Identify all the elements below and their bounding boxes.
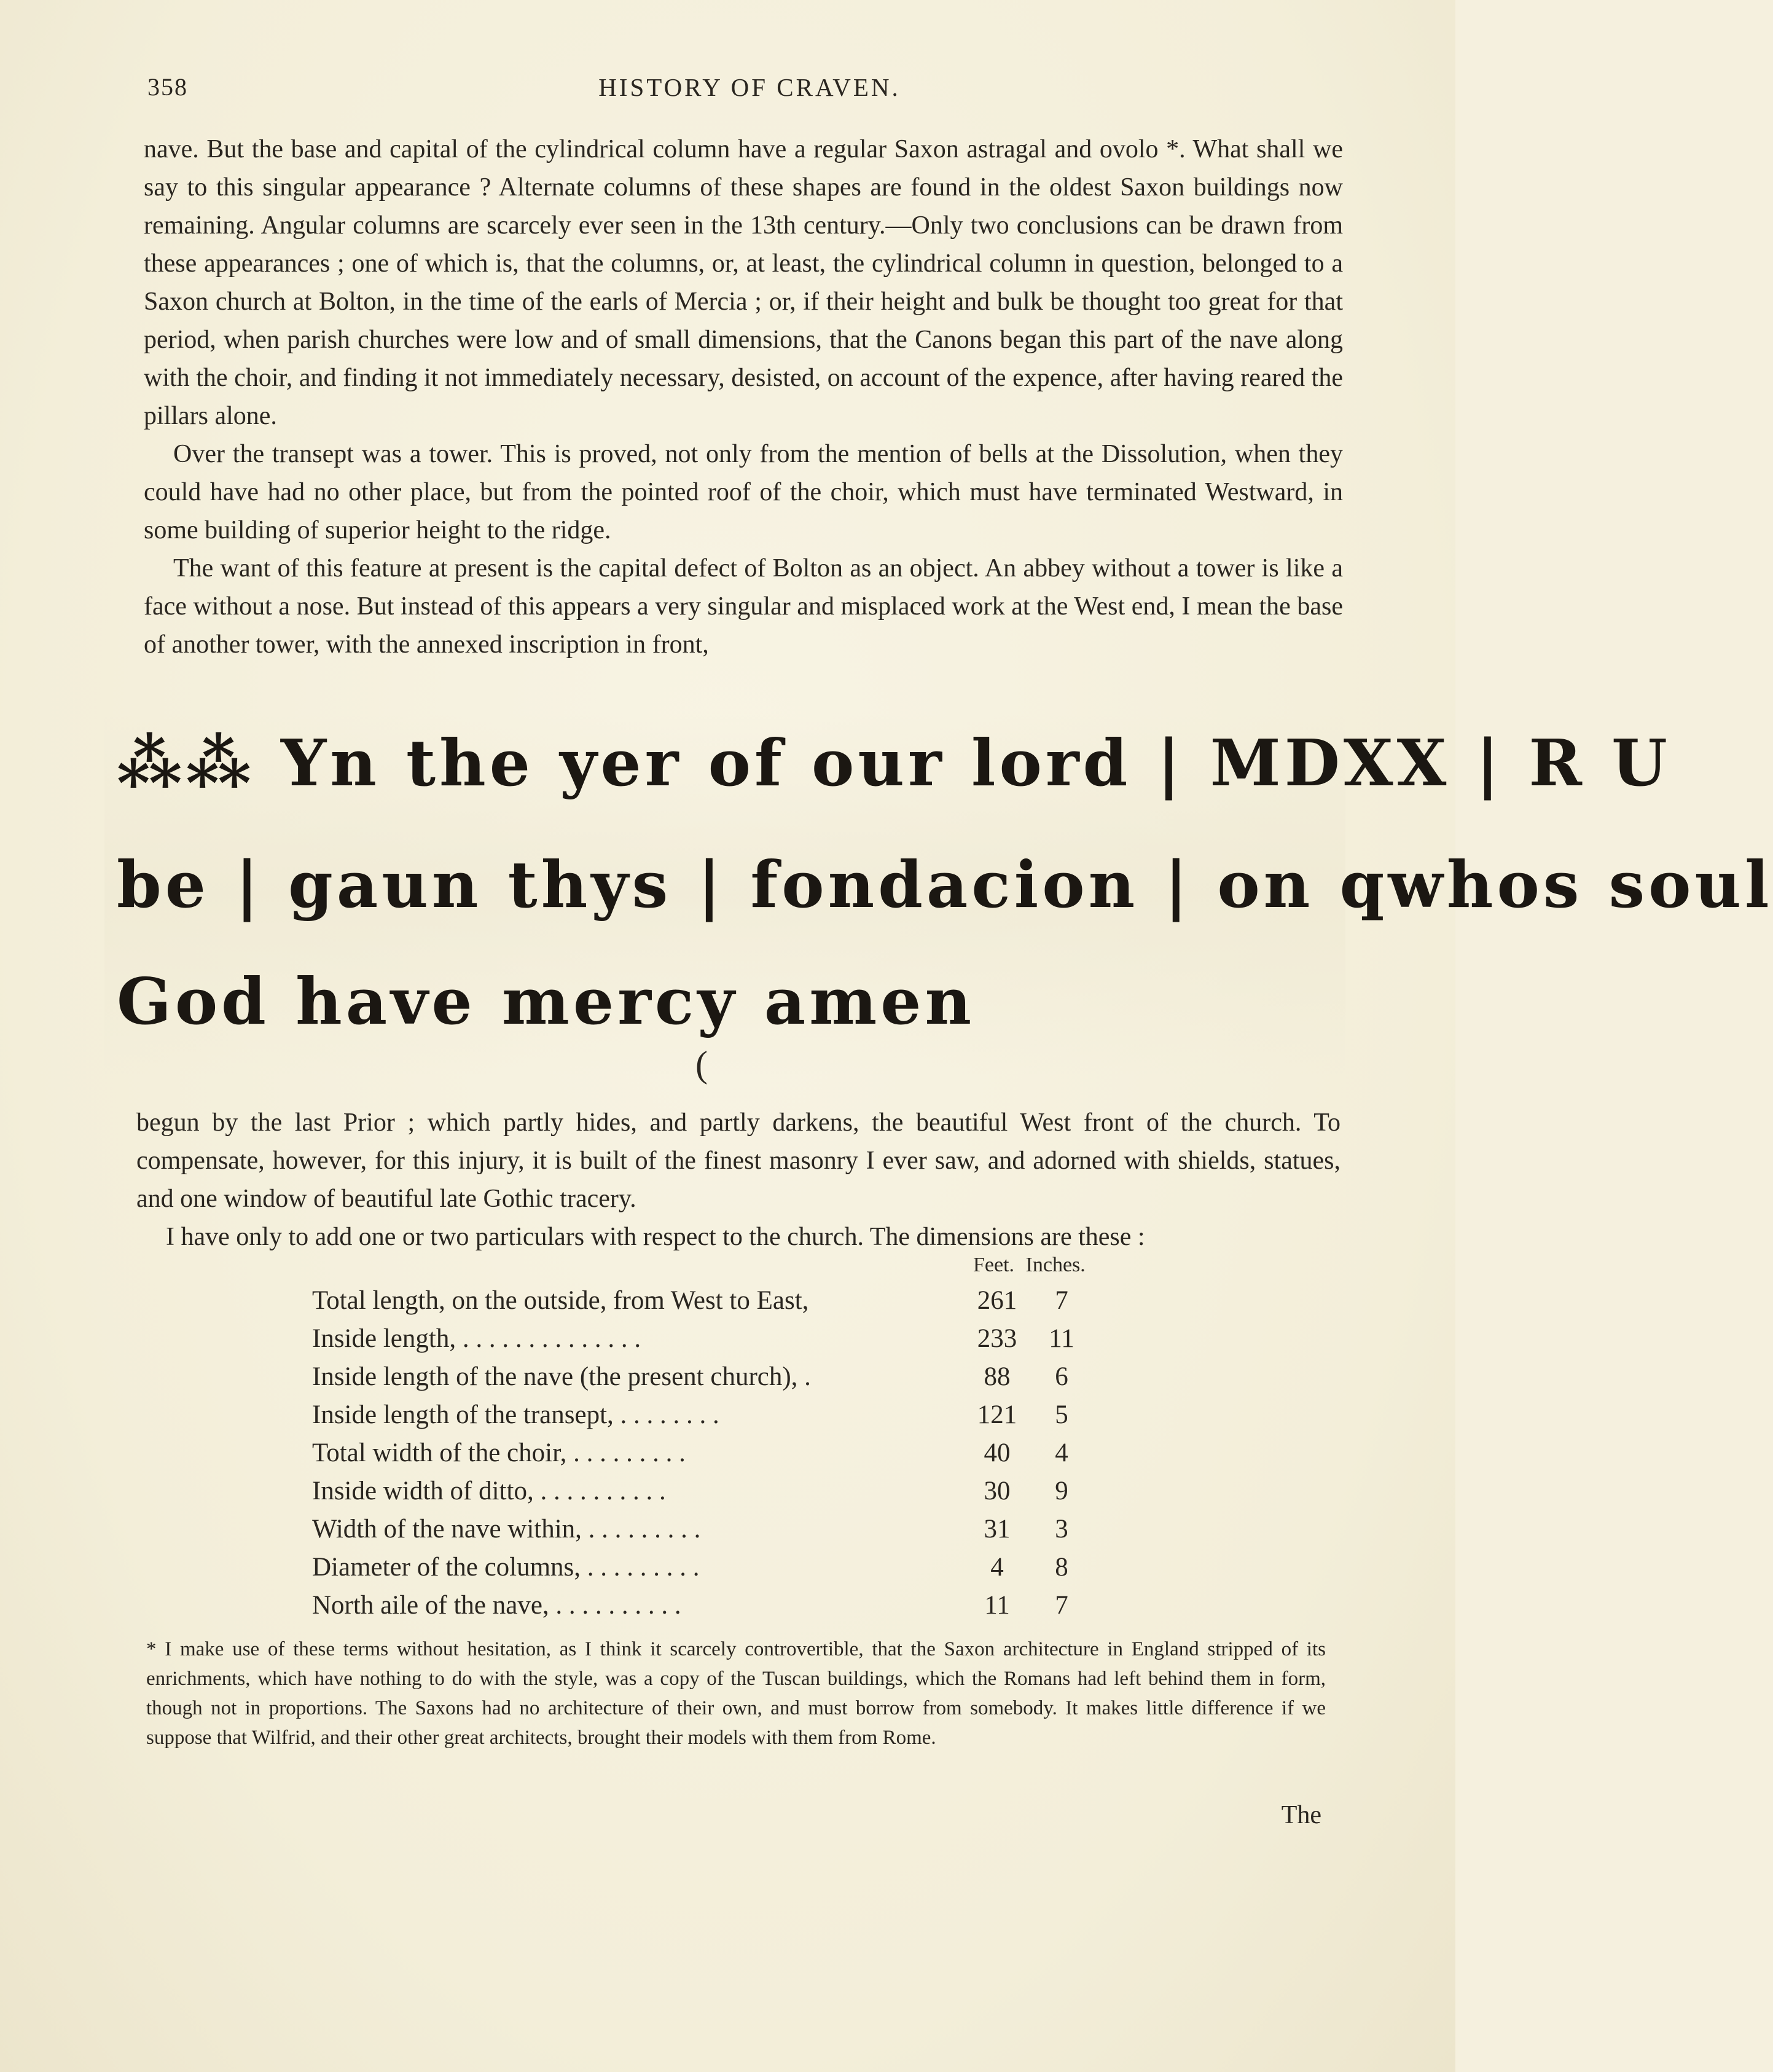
dimension-inches: 8 xyxy=(1055,1553,1068,1582)
dimension-label: Inside width of ditto, . . . . . . . . . . xyxy=(312,1477,666,1505)
dimension-feet: 261 xyxy=(977,1286,1017,1315)
inscription-mark: ( xyxy=(695,1044,708,1085)
dimension-row xyxy=(312,1400,1135,1438)
dimension-label: Width of the nave within, . . . . . . . . . xyxy=(312,1515,701,1544)
feet-column-header: Feet. xyxy=(973,1254,1015,1276)
dimension-label: Inside length, . . . . . . . . . . . . . . xyxy=(312,1324,641,1353)
dimensions-header xyxy=(973,1254,1086,1277)
dimension-row xyxy=(312,1285,1135,1324)
page-number: 358 xyxy=(147,73,188,101)
dimension-row xyxy=(312,1438,1135,1476)
inches-column-header: Inches. xyxy=(1025,1254,1086,1276)
dimension-inches: 5 xyxy=(1055,1400,1068,1429)
dimension-inches: 4 xyxy=(1055,1438,1068,1467)
paragraph-tower: Over the transept was a tower. This is proved, not only from the mention of bells at the Dissolution, when they could have had no other place, but from the pointed roof of the choir, which must have terminated Westward, in some building of superior height to the ridge. xyxy=(144,440,1343,544)
dimension-inches: 9 xyxy=(1055,1477,1068,1505)
dimension-inches: 6 xyxy=(1055,1362,1068,1391)
dimension-feet: 121 xyxy=(977,1400,1017,1429)
catchword: The xyxy=(1281,1801,1321,1829)
main-text-upper xyxy=(144,130,1343,664)
dimension-label: Total length, on the outside, from West to East, xyxy=(312,1286,809,1315)
dimension-feet: 31 xyxy=(984,1515,1011,1544)
running-header xyxy=(147,73,1352,116)
dimension-row xyxy=(312,1590,1135,1628)
dimension-row xyxy=(312,1552,1135,1590)
running-title: HISTORY OF CRAVEN. xyxy=(598,73,901,101)
footnote: * I make use of these terms without hesitation, as I think it scarcely controvertible, that the Saxon architecture in England stripped of its enrichments, which have nothing to do with the style, was a copy of the Tuscan buildings, which the Romans had left behind them in form, though not in proportions. The Saxons had no architecture of their own, and must borrow from somebody. It makes little difference if we suppose that Wilfrid, and their other great architects, brought their models with them from Rome. xyxy=(146,1638,1326,1749)
dimension-inches: 11 xyxy=(1049,1324,1074,1353)
dimension-inches: 7 xyxy=(1055,1591,1068,1620)
dimension-feet: 88 xyxy=(984,1362,1011,1391)
dimension-label: Inside length of the nave (the present church), . xyxy=(312,1362,811,1391)
inscription-line-2: be | gaun thys | fondacion | on qwhos soul xyxy=(117,847,1773,922)
inscription-line-3: God have mercy amen xyxy=(117,963,976,1039)
dimension-inches: 7 xyxy=(1055,1286,1068,1315)
paragraph-dimensions-intro: I have only to add one or two particulars with respect to the church. The dimensions are these : xyxy=(166,1223,1145,1251)
dimension-label: North aile of the nave, . . . . . . . . . . xyxy=(312,1591,681,1620)
dimension-row xyxy=(312,1362,1135,1400)
main-text-lower xyxy=(136,1104,1341,1256)
dimension-feet: 4 xyxy=(990,1553,1004,1582)
inscription-line-1: ⁂⁂ Yn the yer of our lord | MDXX | R U xyxy=(117,725,1671,801)
dimension-feet: 233 xyxy=(977,1324,1017,1353)
dimension-inches: 3 xyxy=(1055,1515,1068,1544)
paragraph-columns: nave. But the base and capital of the cylindrical column have a regular Saxon astragal and ovolo *. What shall we say to this singular appearance ? Alternate columns of these shapes are found in the oldest Saxon buildings now remaining. Angular columns are scarcely ever seen in the 13th century.—Only two conclusions can be drawn from these appearances ; one of which is, that the columns, or, at least, the cylindrical column in question, belonged to a Saxon church at Bolton, in the time of the earls of Mercia ; or, if their height and bulk be thought too great for that period, when parish churches were low and of small dimensions, that the Canons began this part of the nave along with the choir, and finding it not immediately necessary, desisted, on account of the expence, after having reared the pillars alone. xyxy=(144,135,1343,430)
paragraph-want-of-feature: The want of this feature at present is the capital defect of Bolton as an object. An abbey without a tower is like a face without a nose. But instead of this appears a very singular and misplaced work at the West end, I mean the base of another tower, with the annexed inscription in front, xyxy=(144,554,1343,659)
dimension-feet: 40 xyxy=(984,1438,1011,1467)
dimension-label: Diameter of the columns, . . . . . . . . . xyxy=(312,1553,700,1582)
dimension-feet: 11 xyxy=(984,1591,1010,1620)
dimension-label: Total width of the choir, . . . . . . . . . xyxy=(312,1438,686,1467)
gothic-inscription xyxy=(104,713,1773,1085)
dimension-row xyxy=(312,1514,1135,1552)
dimension-row xyxy=(312,1476,1135,1514)
dimension-feet: 30 xyxy=(984,1477,1011,1505)
paragraph-begun-by-prior: begun by the last Prior ; which partly hides, and partly darkens, the beautiful West front of the church. To compensate, however, for this injury, it is built of the finest masonry I ever saw, and adorned with shields, statues, and one window of beautiful late Gothic tracery. xyxy=(136,1109,1341,1213)
dimension-row xyxy=(312,1324,1135,1362)
dimension-label: Inside length of the transept, . . . . . . . . xyxy=(312,1400,719,1429)
